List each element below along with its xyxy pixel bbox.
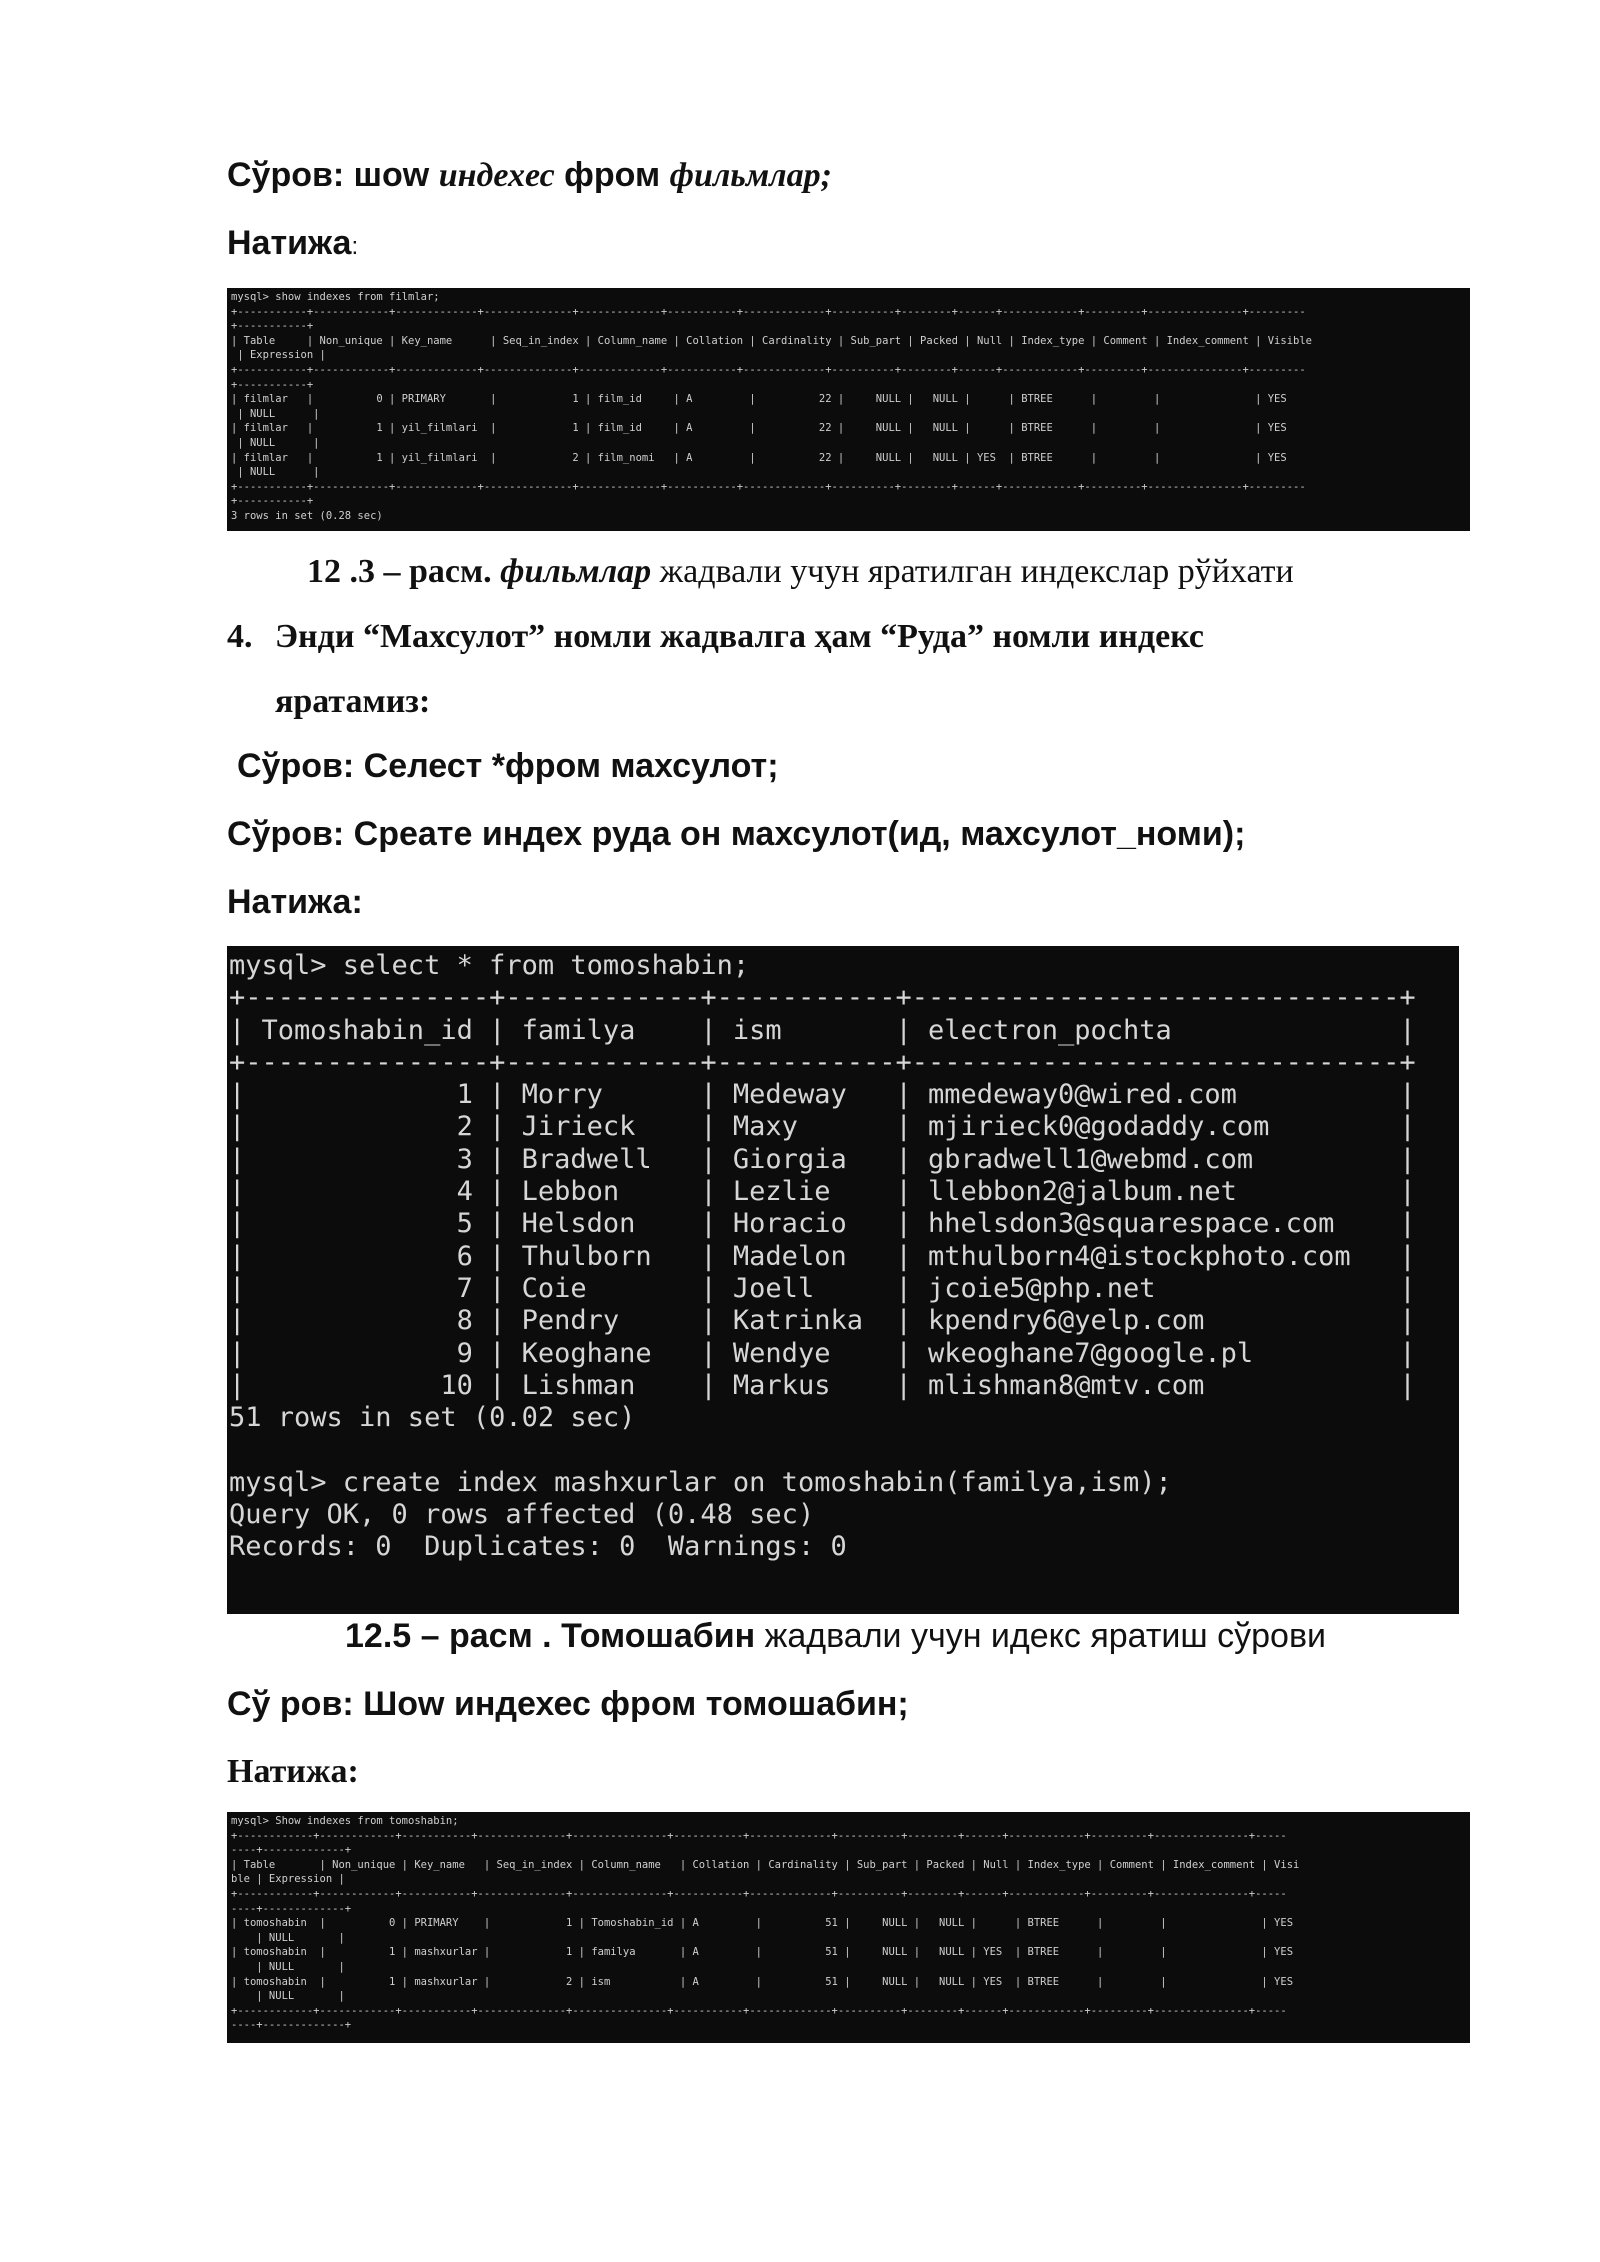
- query-part: фром: [554, 156, 670, 194]
- terminal-line: mysql> show indexes from filmlar;: [231, 291, 440, 303]
- item-number: 4.: [227, 618, 253, 655]
- terminal-line: +------------+------------+-----------+--------------+---------------+-----------+-------------+----------+--------+------+------------+---------+---------------+-----: [231, 1829, 1287, 1842]
- terminal-line: | 7 | Coie | Joell | jcoie5@php.net |: [229, 1272, 1416, 1304]
- terminal-line: mysql> create index mashxurlar on tomoshabin(familya,ism);: [229, 1466, 1172, 1498]
- terminal-line: Query OK, 0 rows affected (0.48 sec): [229, 1499, 815, 1531]
- caption-text: жадвали учун яратилган индекслар рўйхати: [651, 553, 1294, 590]
- terminal-line: | tomoshabin | 0 | PRIMARY | 1 | Tomoshabin_id | A | 51 | NULL | NULL | | BTREE | | | YES: [231, 1917, 1294, 1930]
- terminal-line: Records: 0 Duplicates: 0 Warnings: 0: [229, 1531, 847, 1563]
- terminal-line: | NULL |: [231, 1990, 345, 2003]
- numbered-item-4: [227, 615, 1204, 659]
- terminal-line: | 4 | Lebbon | Lezlie | llebbon2@jalbum.net |: [229, 1176, 1416, 1208]
- terminal-line: | Expression |: [231, 349, 326, 362]
- terminal-line: +-----------+------------+-------------+--------------+-------------+-----------+-------------+----------+--------+------+------------+---------+---------------+---------: [231, 363, 1306, 376]
- terminal-line: ble | Expression |: [231, 1873, 345, 1886]
- query-text: Сў ров: Шоw индехес фром томошабин;: [227, 1685, 909, 1723]
- query-keyword: индехес: [438, 157, 555, 194]
- terminal-line: | 10 | Lishman | Markus | mlishman8@mtv.com |: [229, 1369, 1416, 1401]
- terminal-line: +-----------+: [231, 320, 314, 333]
- terminal-select-tomoshabin: [227, 946, 1459, 1614]
- terminal-line: | tomoshabin | 1 | mashxurlar | 1 | familya | A | 51 | NULL | NULL | YES | BTREE | | | YES: [231, 1946, 1294, 1959]
- query-line-2: [237, 744, 779, 788]
- terminal-line: +-----------+: [231, 378, 314, 391]
- terminal-line: +---------------+------------+-----------+------------------------------+: [229, 982, 1416, 1014]
- terminal-line: ----+-------------+: [231, 1902, 352, 1915]
- caption-table-name: фильмлар: [500, 553, 652, 590]
- result-label-text: Натижа:: [227, 883, 363, 921]
- terminal-line: | 5 | Helsdon | Horacio | hhelsdon3@squarespace.com |: [229, 1208, 1416, 1240]
- query-line-1: [227, 153, 832, 198]
- query-label: Сўров:: [227, 156, 345, 194]
- terminal-line: | Tomoshabin_id | familya | ism | electron_pochta |: [229, 1014, 1416, 1046]
- result-label-colon: :: [351, 233, 359, 260]
- terminal-line: | NULL |: [231, 1931, 345, 1944]
- terminal-line: | NULL |: [231, 407, 320, 420]
- terminal-line: +---------------+------------+-----------+------------------------------+: [229, 1046, 1416, 1078]
- query-table-name: фильмлар;: [669, 157, 832, 194]
- terminal-line: | 9 | Keoghane | Wendye | wkeoghane7@google.pl |: [229, 1337, 1416, 1369]
- figure-caption-12-3: [307, 550, 1294, 594]
- terminal-show-indexes-tomoshabin: [227, 1812, 1470, 2043]
- terminal-line: | filmlar | 0 | PRIMARY | 1 | film_id | A | 22 | NULL | NULL | | BTREE | | | YES: [231, 393, 1287, 406]
- caption-text: жадвали учун идекс яратиш сўрови: [755, 1617, 1326, 1655]
- query-text: Сўров: Селест *фром махсулот;: [237, 747, 779, 785]
- terminal-line: 3 rows in set (0.28 sec): [231, 509, 383, 522]
- terminal-line: | 2 | Jirieck | Maxy | mjirieck0@godaddy.com |: [229, 1111, 1416, 1143]
- terminal-line: | filmlar | 1 | yil_filmlari | 2 | film_nomi | A | 22 | NULL | NULL | YES | BTREE | | | YES: [231, 451, 1287, 464]
- terminal-output: [227, 288, 1470, 526]
- terminal-line: | Table | Non_unique | Key_name | Seq_in_index | Column_name | Collation | Cardinality | Sub_part | Packed | Null | Index_type | Comment | Index_comment | Visi: [231, 1858, 1300, 1871]
- terminal-line: | tomoshabin | 1 | mashxurlar | 2 | ism | A | 51 | NULL | NULL | YES | BTREE | | | YES: [231, 1975, 1294, 1988]
- terminal-line: +-----------+------------+-------------+--------------+-------------+-----------+-------------+----------+--------+------+------------+---------+---------------+---------: [231, 480, 1306, 493]
- terminal-line: +-----------+------------+-------------+--------------+-------------+-----------+-------------+----------+--------+------+------------+---------+---------------+---------: [231, 305, 1306, 318]
- terminal-line: | NULL |: [231, 436, 320, 449]
- result-label-1: [227, 221, 358, 269]
- result-label-text: Натижа:: [227, 1753, 359, 1790]
- terminal-line: | Table | Non_unique | Key_name | Seq_in_index | Column_name | Collation | Cardinality | Sub_part | Packed | Null | Index_type | Comment | Index_comment | Visible: [231, 334, 1312, 347]
- caption-number: 12.5 – расм .: [345, 1617, 552, 1655]
- terminal-line: mysql> select * from tomoshabin;: [229, 950, 750, 981]
- terminal-line: | 3 | Bradwell | Giorgia | gbradwell1@webmd.com |: [229, 1143, 1416, 1175]
- query-part: шоw: [344, 156, 439, 194]
- terminal-line: | 8 | Pendry | Katrinka | kpendry6@yelp.com |: [229, 1305, 1416, 1337]
- numbered-item-4-cont: [275, 680, 430, 724]
- figure-caption-12-5: [345, 1614, 1326, 1658]
- query-line-3: [227, 812, 1245, 856]
- terminal-line: ----+-------------+: [231, 2019, 352, 2032]
- terminal-line: 51 rows in set (0.02 sec): [229, 1402, 636, 1434]
- item-text-line2: яратамиз:: [275, 683, 431, 720]
- caption-number: 12 .3 – расм.: [307, 553, 492, 590]
- terminal-show-indexes-filmlar: [227, 288, 1470, 531]
- terminal-line: | filmlar | 1 | yil_filmlari | 1 | film_id | A | 22 | NULL | NULL | | BTREE | | | YES: [231, 422, 1287, 435]
- result-label-3: [227, 1750, 359, 1794]
- terminal-line: ----+-------------+: [231, 1844, 352, 1857]
- terminal-line: [229, 1434, 1459, 1466]
- result-label-text: Натижа: [227, 224, 352, 262]
- terminal-line: +------------+------------+-----------+--------------+---------------+-----------+-------------+----------+--------+------+------------+---------+---------------+-----: [231, 1887, 1287, 1900]
- terminal-line: mysql> Show indexes from tomoshabin;: [231, 1815, 459, 1827]
- terminal-line: | NULL |: [231, 1960, 345, 1973]
- result-label-2: [227, 880, 363, 924]
- terminal-output: [227, 946, 1459, 1564]
- terminal-line: | 6 | Thulborn | Madelon | mthulborn4@istockphoto.com |: [229, 1240, 1416, 1272]
- terminal-line: | 1 | Morry | Medeway | mmedeway0@wired.com |: [229, 1079, 1416, 1111]
- terminal-line: +------------+------------+-----------+--------------+---------------+-----------+-------------+----------+--------+------+------------+---------+---------------+-----: [231, 2004, 1287, 2017]
- query-line-4: [227, 1682, 909, 1726]
- query-text: Сўров: Среате индех руда он махсулот(ид, махсулот_номи);: [227, 815, 1246, 853]
- item-text-line1: Энди “Махсулот” номли жадвалга ҳам “Руда” номли индекс: [275, 618, 1205, 655]
- terminal-line: | NULL |: [231, 466, 320, 479]
- terminal-line: +-----------+: [231, 495, 314, 508]
- caption-table-name: Томошабин: [561, 1617, 756, 1655]
- terminal-output: [227, 1812, 1470, 2035]
